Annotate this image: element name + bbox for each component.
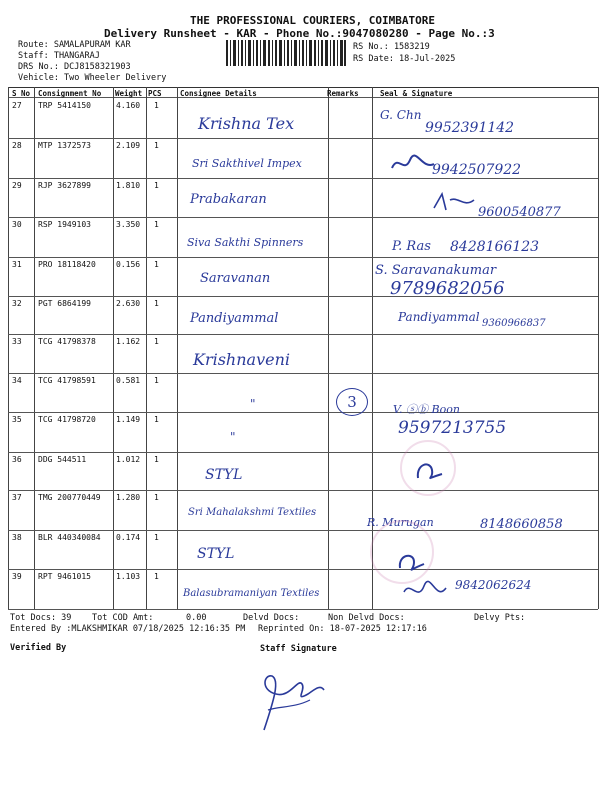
row-divider [8, 296, 598, 297]
consignee-handwriting: Balasubramaniyan Textiles [183, 588, 320, 599]
seal-phone: 8428166123 [450, 239, 540, 255]
row-pcs: 1 [154, 101, 159, 110]
total-cod-label: Tot COD Amt: [92, 613, 154, 623]
consignee-handwriting: Siva Sakthi Spinners [187, 236, 304, 249]
row-divider [8, 178, 598, 179]
faint-stamp [400, 440, 456, 496]
seal-signature-name: S. Saravanakumar [375, 263, 497, 278]
row-sno: 31 [12, 260, 22, 269]
consignee-handwriting: Prabakaran [190, 192, 267, 207]
row-consignment: RJP 3627899 [38, 181, 91, 190]
row-sno: 37 [12, 493, 22, 502]
row-weight: 1.103 [116, 572, 141, 581]
consignee-handwriting: Pandiyammal [190, 311, 279, 326]
route-label: Route: SAMALAPURAM KAR [18, 40, 131, 50]
row-weight: 1.280 [116, 493, 141, 502]
barcode [226, 40, 346, 66]
row-weight: 2.630 [116, 299, 141, 308]
consignee-handwriting: Sri Mahalakshmi Textiles [188, 507, 317, 518]
col-header-consignment: Consignment No [38, 89, 102, 98]
row-divider [8, 452, 598, 453]
row-sno: 38 [12, 533, 22, 542]
staff-label: Staff: THANGARAJ [18, 51, 100, 61]
row-sno: 35 [12, 415, 22, 424]
consignee-handwriting: " [230, 430, 236, 444]
row-pcs: 1 [154, 415, 159, 424]
total-docs: Tot Docs: 39 [10, 613, 72, 623]
row-sno: 27 [12, 101, 22, 110]
non-delivered-docs: Non Delvd Docs: [328, 613, 405, 623]
row-weight: 1.012 [116, 455, 141, 464]
row-pcs: 1 [154, 181, 159, 190]
col-border [598, 87, 599, 609]
row-pcs: 1 [154, 299, 159, 308]
row-pcs: 1 [154, 493, 159, 502]
rs-number: RS No.: 1583219 [353, 42, 430, 52]
row-sno: 29 [12, 181, 22, 190]
consignee-handwriting: Saravanan [200, 271, 271, 286]
consignee-handwriting: Sri Sakthivel Impex [192, 157, 302, 170]
row-divider [8, 569, 598, 570]
row-sno: 39 [12, 572, 22, 581]
row-sno: 30 [12, 220, 22, 229]
seal-phone: 9942507922 [432, 162, 522, 178]
row-divider [8, 138, 598, 139]
row-consignment: TCG 41798591 [38, 376, 96, 385]
delivery-points: Delvy Pts: [474, 613, 526, 623]
staff-signature-scribble [250, 660, 330, 740]
row-weight: 0.581 [116, 376, 141, 385]
seal-signature-name: P. Ras [392, 239, 431, 254]
drs-label: DRS No.: DCJ8158321903 [18, 62, 131, 72]
row-pcs: 1 [154, 455, 159, 464]
row-consignment: TCG 41798378 [38, 337, 96, 346]
row-consignment: PRO 18118420 [38, 260, 96, 269]
staff-signature-label: Staff Signature [260, 644, 337, 654]
row-pcs: 1 [154, 141, 159, 150]
row-weight: 1.162 [116, 337, 141, 346]
reprinted-on: Reprinted On: 18-07-2025 12:17:16 [258, 624, 427, 634]
row-weight: 0.156 [116, 260, 141, 269]
seal-phone: 9600540877 [478, 205, 561, 220]
total-cod-value: 0.00 [186, 613, 207, 623]
col-header-pcs: PCS [148, 89, 162, 98]
consignee-handwriting: STYL [197, 546, 235, 562]
row-pcs: 1 [154, 376, 159, 385]
consignee-handwriting: STYL [205, 467, 243, 483]
row-pcs: 1 [154, 220, 159, 229]
col-header-weight: Weight [115, 89, 143, 98]
row-sno: 36 [12, 455, 22, 464]
table-bottom [8, 609, 598, 610]
row-sno: 32 [12, 299, 22, 308]
row-pcs: 1 [154, 533, 159, 542]
row-divider [8, 490, 598, 491]
row-sno: 33 [12, 337, 22, 346]
company-name: THE PROFESSIONAL COURIERS, COIMBATORE [190, 14, 436, 27]
seal-signature-name: V. ⓢⓑ Boon [393, 403, 460, 416]
col-header-seal: Seal & Signature [380, 89, 453, 98]
row-consignment: TMG 200770449 [38, 493, 101, 502]
row-consignment: MTP 1372573 [38, 141, 91, 150]
row-divider [8, 334, 598, 335]
row-weight: 1.149 [116, 415, 141, 424]
seal-phone: 9597213755 [398, 418, 507, 438]
seal-phone: 8148660858 [480, 517, 563, 532]
seal-phone: 9360966837 [482, 318, 546, 329]
row-consignment: RPT 9461015 [38, 572, 91, 581]
row-pcs: 1 [154, 260, 159, 269]
row-weight: 3.350 [116, 220, 141, 229]
row-sno: 28 [12, 141, 22, 150]
verified-by: Verified By [10, 643, 67, 653]
row-divider [8, 257, 598, 258]
row-consignment: DDG 544511 [38, 455, 87, 464]
seal-phone: 9952391142 [425, 120, 515, 136]
row-pcs: 1 [154, 337, 159, 346]
consignee-handwriting: Krishna Tex [198, 114, 295, 133]
row-consignment: RSP 1949103 [38, 220, 91, 229]
faint-stamp [370, 520, 434, 584]
signature-scribble [428, 188, 478, 214]
row-divider [8, 373, 598, 374]
col-header-consignee: Consignee Details [180, 89, 257, 98]
remarks-circle-mark [336, 388, 368, 416]
vehicle-label: Vehicle: Two Wheeler Delivery [18, 73, 167, 83]
col-header-sno: S No [12, 89, 31, 98]
seal-signature-name: Pandiyammal [398, 310, 480, 324]
seal-signature-name: G. Chn [380, 108, 422, 122]
row-weight: 4.160 [116, 101, 141, 110]
seal-phone: 9842062624 [455, 578, 532, 592]
delivered-docs: Delvd Docs: [243, 613, 300, 623]
row-consignment: TCG 41798720 [38, 415, 96, 424]
signature-scribble [388, 150, 438, 176]
row-divider [8, 412, 598, 413]
remarks-mark-text: 3 [347, 393, 357, 411]
entered-by: Entered By :MLAKSHMIKAR 07/18/2025 12:16:35 PM [10, 624, 246, 634]
row-pcs: 1 [154, 572, 159, 581]
consignee-handwriting: " [250, 397, 256, 411]
row-weight: 0.174 [116, 533, 141, 542]
row-sno: 34 [12, 376, 22, 385]
runsheet-title: Delivery Runsheet - KAR - Phone No.:9047080280 - Page No.:3 [104, 27, 495, 40]
row-consignment: TRP 5414150 [38, 101, 91, 110]
col-header-remarks: Remarks [327, 89, 359, 98]
seal-phone: 9789682056 [390, 278, 505, 299]
rs-date: RS Date: 18-Jul-2025 [353, 54, 456, 64]
row-weight: 1.810 [116, 181, 141, 190]
consignee-handwriting: Krishnaveni [193, 350, 291, 369]
row-consignment: PGT 6864199 [38, 299, 91, 308]
row-consignment: BLR 440340084 [38, 533, 101, 542]
seal-signature-name: R. Murugan [367, 516, 434, 529]
row-weight: 2.109 [116, 141, 141, 150]
